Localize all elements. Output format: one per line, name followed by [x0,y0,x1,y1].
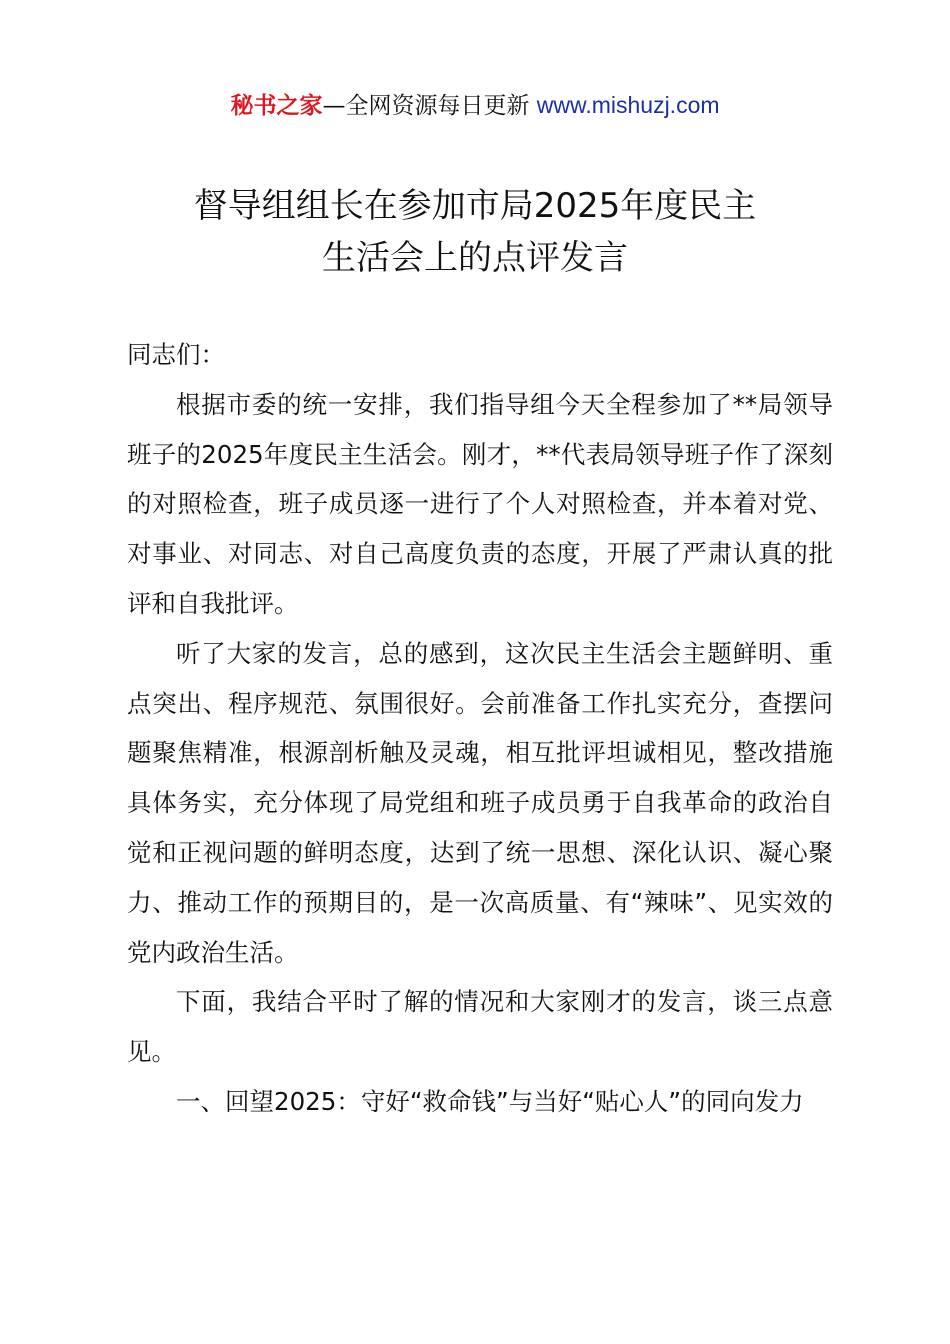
salutation: 同志们： [127,340,225,369]
site-url-link[interactable]: www.mishuzj.com [536,92,720,118]
site-header [0,88,950,123]
header-tagline: —全网资源每日更新 [322,93,537,119]
paragraph-1: 根据市委的统一安排，我们指导组今天全程参加了**局领导班子的2025年度民主生活会。刚才，**代表局领导班子作了深刻的对照检查，班子成员逐一进行了个人对照检查，并本着对党、对事业、对同志、对自己高度负责的态度，开展了严肃认真的批评和自我批评。 [127,389,833,618]
section-heading-1: 一、回望2025：守好“救命钱”与当好“贴心人”的同向发力 [176,1086,804,1116]
title-line-2: 生活会上的点评发言 [322,238,628,278]
document-body [127,330,833,1127]
brand-name: 秘书之家 [230,93,323,119]
title-line-1: 督导组组长在参加市局2025年度民主 [193,186,757,226]
document-title [0,180,950,284]
paragraph-3: 下面，我结合平时了解的情况和大家刚才的发言，谈三点意见。 [127,987,833,1067]
paragraph-2: 听了大家的发言，总的感到，这次民主生活会主题鲜明、重点突出、程序规范、氛围很好。会前准备工作扎实充分，查摆问题聚焦精准，根源剖析触及灵魂，相互批评坦诚相见，整改措施具体务实，充分体现了局党组和班子成员勇于自我革命的政治自觉和正视问题的鲜明态度，达到了统一思想、深化认识、凝心聚力、推动工作的预期目的，是一次高质量、有“辣味”、见实效的党内政治生活。 [127,638,833,967]
